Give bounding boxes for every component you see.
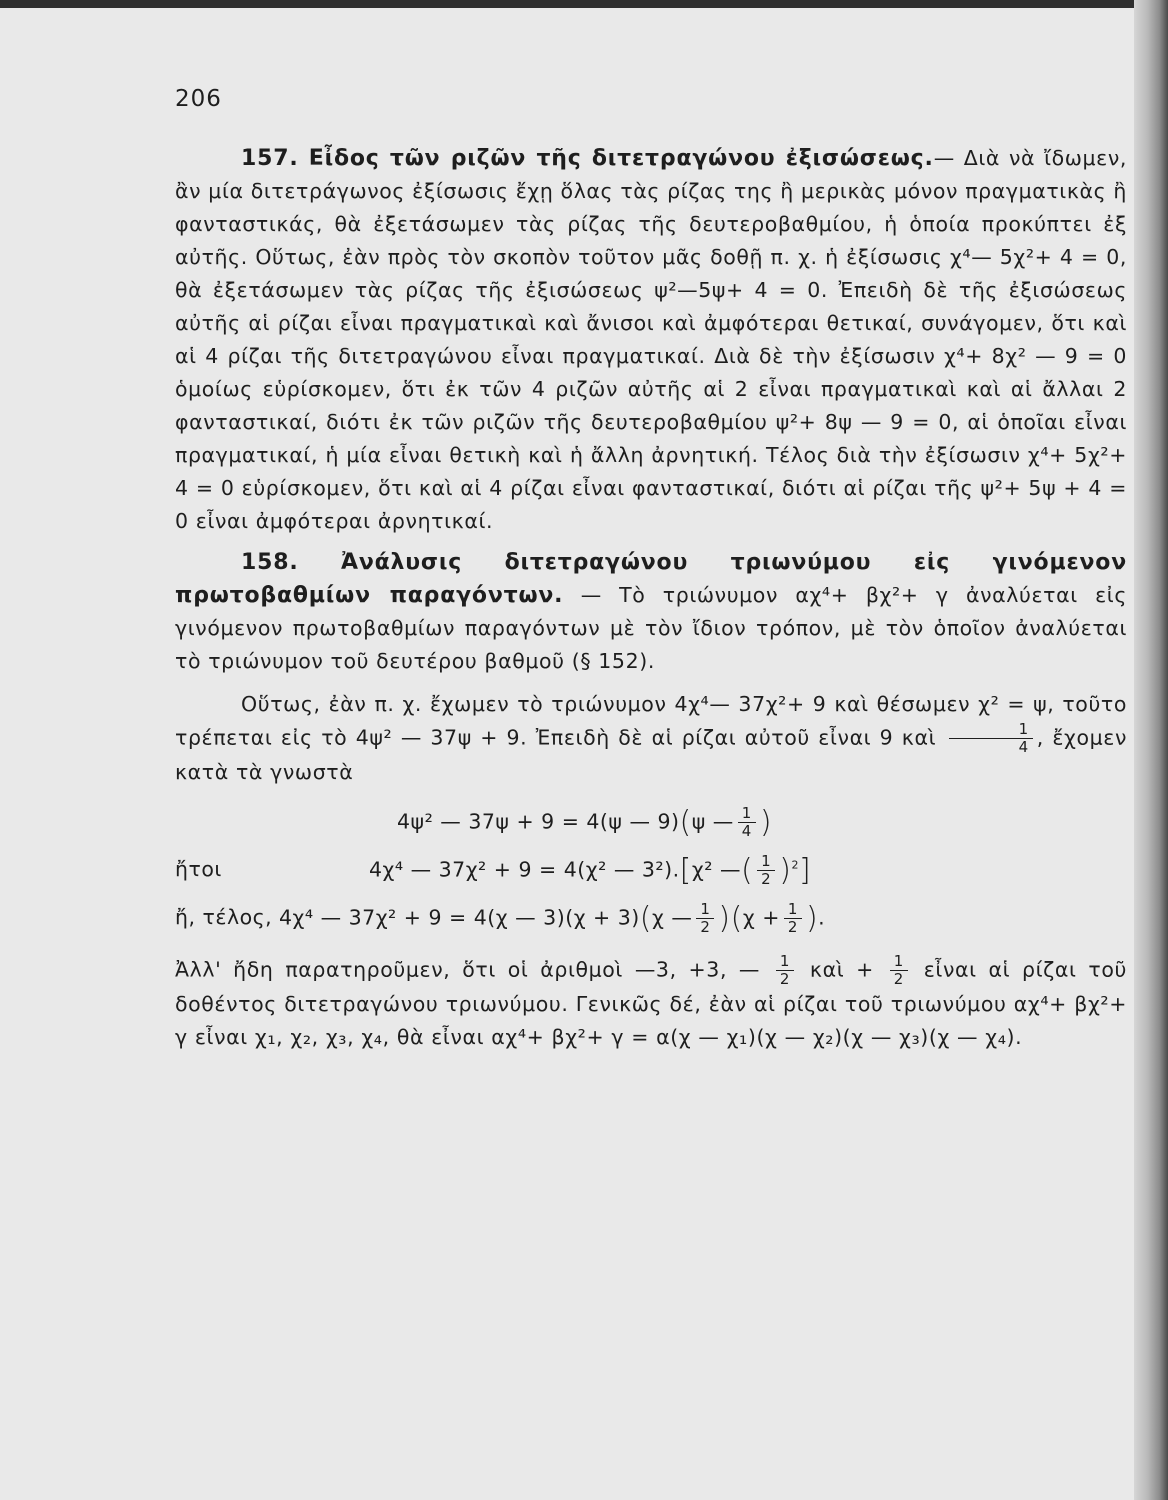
page-binding-edge bbox=[1134, 0, 1168, 1500]
fraction-one-half bbox=[696, 901, 714, 936]
equation-3-lhs: 4χ⁴ — 37χ² + 9 = 4(χ — 3)(χ + 3) bbox=[279, 905, 640, 930]
fraction-numerator: 1 bbox=[696, 901, 714, 919]
section-157 bbox=[175, 142, 1127, 538]
equation-2-inner: χ² — bbox=[691, 857, 741, 882]
equation-1-lhs: 4ψ² — 37ψ + 9 = 4(ψ — 9) bbox=[397, 809, 680, 834]
paren-close: ) bbox=[805, 901, 819, 936]
paren-open: ( bbox=[679, 805, 692, 840]
fraction-one-half bbox=[784, 901, 802, 936]
section-158-text: — Τὸ τριώνυμον αχ⁴+ βχ²+ γ ἀναλύεται εἰς γινόμενον πρωτοβαθμίων παραγόντων μὲ τὸν ἴδιον τρόπον, μὲ τὸν ὁποῖον ἀναλύεται τὸ τριώνυμον τοῦ δευτέρου βαθμοῦ (§ 152). bbox=[175, 583, 1127, 673]
conclusion-rest: εἶναι αἱ ρίζαι τοῦ δοθέντος διτετραγώνου τριωνύμου. Γενικῶς δέ, ἐὰν αἱ ρίζαι τοῦ τριωνύμου αχ⁴+ βχ²+ γ εἶναι χ₁, χ₂, χ₃, χ₄, θὰ εἶναι αχ⁴+ βχ²+ γ = α(χ — χ₁)(χ — χ₂)(χ — χ₃)(χ — χ₄). bbox=[175, 957, 1127, 1049]
fraction-numerator: 1 bbox=[776, 953, 794, 971]
equation-3-inner-2: χ + bbox=[742, 905, 780, 930]
section-158 bbox=[175, 546, 1127, 678]
paren-open: ( bbox=[740, 853, 754, 888]
fraction-denominator: 4 bbox=[1018, 738, 1029, 756]
fraction-denominator: 2 bbox=[893, 970, 904, 988]
heading-dash: — bbox=[933, 146, 955, 170]
fraction-one-quarter bbox=[949, 721, 1033, 756]
paren-close: ) bbox=[779, 853, 792, 888]
fraction-one-half bbox=[890, 953, 908, 988]
conclusion-mid: καὶ + bbox=[809, 957, 874, 982]
equation-3 bbox=[175, 895, 1127, 943]
example-text-end: , ἔχομεν κατὰ τὰ γνωστὰ bbox=[175, 725, 1127, 784]
bracket-close: ] bbox=[798, 853, 812, 888]
fraction-numerator: 1 bbox=[890, 953, 908, 971]
paren-open: ( bbox=[730, 901, 743, 936]
page-number: 206 bbox=[175, 86, 222, 112]
paren-close: ) bbox=[718, 901, 731, 936]
equation-1 bbox=[175, 799, 1127, 847]
fraction-denominator: 4 bbox=[741, 822, 752, 840]
equation-2-label: ἤτοι bbox=[175, 857, 222, 881]
section-158-heading: 158. Ἀνάλυσις διτετραγώνου τριωνύμου εἰς γινόμενον πρωτοβαθμίων παραγόντων. bbox=[175, 550, 1127, 608]
bracket-open: [ bbox=[679, 853, 692, 888]
fraction-one-half bbox=[757, 853, 775, 888]
section-157-text: Διὰ νὰ ἴδωμεν, ἂν μία διτετράγωνος ἐξίσωσις ἔχῃ ὅλας τὰς ρίζας της ἢ μερικὰς μόνον πραγματικὰς ἢ φανταστικάς, θὰ ἐξετάσωμεν τὰς ρίζας τῆς δευτεροβαθμίου, ἡ ὁποία προκύπτει ἐξ αὐτῆς. Οὕτως, ἐὰν πρὸς τὸν σκοπὸν τοῦτον μᾶς δοθῇ π. χ. ἡ ἐξίσωσις χ⁴— 5χ²+ 4 = 0, θὰ ἐξετάσωμεν τὰς ρίζας τῆς ἐξισώσεως ψ²—5ψ+ 4 = 0. Ἐπειδὴ δὲ τῆς ἐξισώσεως αὐτῆς αἱ ρίζαι εἶναι πραγματικαὶ καὶ ἄνισοι καὶ ἀμφότεραι θετικαί, συνάγομεν, ὅτι καὶ αἱ 4 ρίζαι τῆς διτετραγώνου εἶναι πραγματικαί. Διὰ δὲ τὴν ἐξίσωσιν χ⁴+ 8χ² — 9 = 0 ὁμοίως εὑρίσκομεν, ὅτι ἐκ τῶν 4 ριζῶν αὐτῆς αἱ 2 εἶναι πραγματικαὶ καὶ αἱ ἄλλαι 2 φανταστικαί, διότι ἐκ τῶν ριζῶν τῆς δευτεροβαθμίου ψ²+ 8ψ — 9 = 0, αἱ ὁποῖαι εἶναι πραγματικαί, ἡ μία εἶναι θετικὴ καὶ ἡ ἄλλη ἀρνητική. Τέλος διὰ τὴν ἐξίσωσιν χ⁴+ 5χ²+ 4 = 0 εὑρίσκομεν, ὅτι καὶ αἱ 4 ρίζαι εἶναι φανταστικαί, διότι αἱ ρίζαι τῆς ψ²+ 5ψ + 4 = 0 εἶναι ἀμφότεραι ἀρνητικαί. bbox=[175, 146, 1128, 533]
conclusion-start: Ἀλλ' ἤδη παρατηροῦμεν, ὅτι οἱ ἀριθμοὶ —3, +3, — bbox=[175, 957, 761, 982]
fraction-denominator: 2 bbox=[761, 870, 772, 888]
page-content bbox=[175, 86, 1127, 1054]
section-158-example-paragraph bbox=[175, 688, 1127, 789]
fraction-numerator: 1 bbox=[784, 901, 802, 919]
section-158-conclusion bbox=[175, 953, 1127, 1054]
paren-close: ) bbox=[759, 805, 773, 840]
equation-1-inner: ψ — bbox=[691, 809, 734, 834]
equation-3-inner-1: χ — bbox=[652, 905, 693, 930]
fraction-numerator: 1 bbox=[738, 805, 756, 823]
fraction-one-quarter bbox=[738, 805, 756, 840]
fraction-denominator: 2 bbox=[779, 970, 791, 988]
fraction-one-half bbox=[776, 953, 794, 988]
equation-3-end: . bbox=[818, 905, 826, 930]
example-text-start: Οὕτως, ἐὰν π. χ. ἔχωμεν τὸ τριώνυμον 4χ⁴— 37χ²+ 9 καὶ θέσωμεν χ² = ψ, τοῦτο τρέπεται εἰς τὸ 4ψ² — 37ψ + 9. Ἐπειδὴ δὲ αἱ ρίζαι αὐτοῦ εἶναι 9 καὶ bbox=[175, 692, 1127, 750]
paren-open: ( bbox=[639, 901, 653, 936]
fraction-numerator: 1 bbox=[757, 853, 775, 871]
squared-exponent: 2 bbox=[791, 858, 799, 872]
page-top-edge bbox=[0, 0, 1168, 8]
fraction-denominator: 2 bbox=[700, 918, 711, 936]
equation-2 bbox=[175, 847, 1127, 895]
equation-3-label: ἤ, τέλος, bbox=[175, 905, 273, 929]
equation-2-lhs: 4χ⁴ — 37χ² + 9 = 4(χ² — 3²). bbox=[369, 857, 680, 882]
section-157-heading: 157. Εἶδος τῶν ριζῶν τῆς διτετραγώνου ἐξισώσεως. bbox=[241, 146, 934, 171]
fraction-denominator: 2 bbox=[787, 918, 798, 936]
fraction-numerator: 1 bbox=[949, 721, 1033, 739]
